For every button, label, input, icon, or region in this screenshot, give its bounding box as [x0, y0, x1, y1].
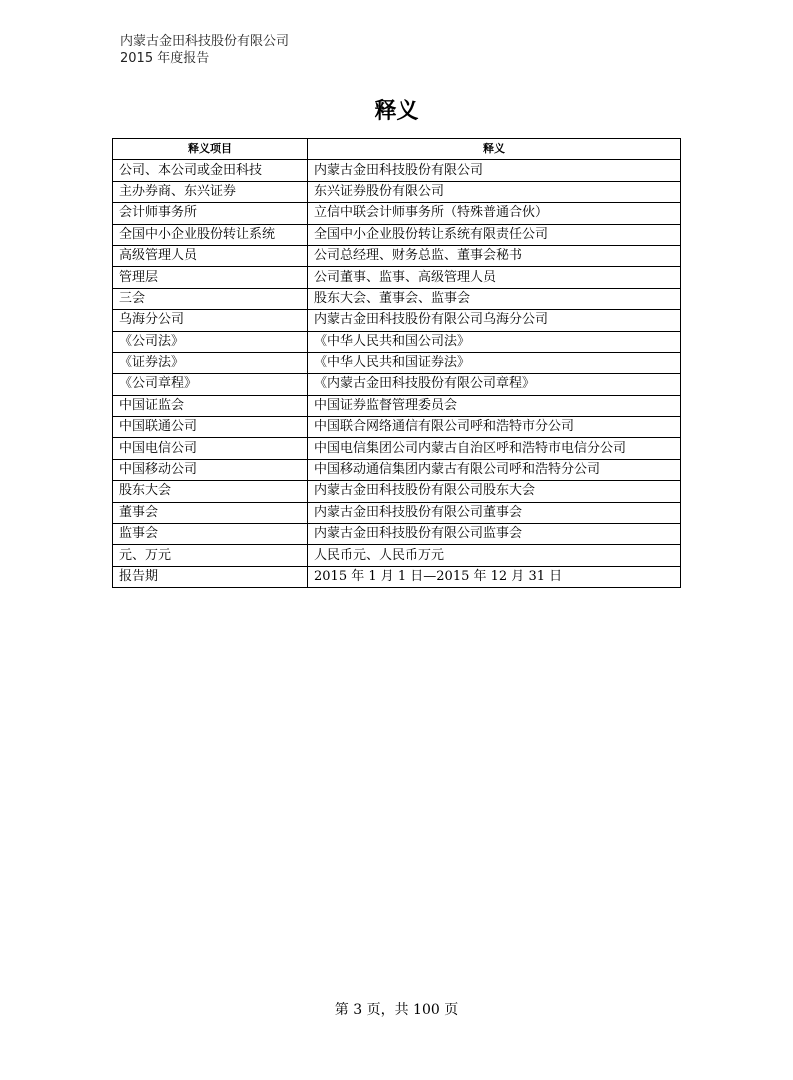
term-cell: 中国移动公司	[113, 459, 308, 480]
table-row	[113, 417, 681, 438]
table-row	[113, 224, 681, 245]
table-row	[113, 481, 681, 502]
column-header-definition: 释义	[308, 139, 681, 160]
definition-cell: 中国证券监督管理委员会	[308, 395, 681, 416]
definition-cell: 股东大会、董事会、监事会	[308, 288, 681, 309]
definition-cell: 《内蒙古金田科技股份有限公司章程》	[308, 374, 681, 395]
table-row	[113, 459, 681, 480]
definitions-table	[112, 138, 681, 588]
term-cell: 高级管理人员	[113, 245, 308, 266]
definition-cell: 人民币元、人民币万元	[308, 545, 681, 566]
table-row	[113, 181, 681, 202]
definition-cell: 《中华人民共和国证券法》	[308, 352, 681, 373]
definition-cell: 立信中联会计师事务所（特殊普通合伙）	[308, 203, 681, 224]
term-cell: 董事会	[113, 502, 308, 523]
term-cell: 乌海分公司	[113, 310, 308, 331]
definition-cell: 内蒙古金田科技股份有限公司股东大会	[308, 481, 681, 502]
table-row	[113, 203, 681, 224]
table-row	[113, 245, 681, 266]
header-report: 2015 年度报告	[120, 51, 210, 66]
definition-cell: 内蒙古金田科技股份有限公司董事会	[308, 502, 681, 523]
term-cell: 《公司法》	[113, 331, 308, 352]
term-cell: 管理层	[113, 267, 308, 288]
term-cell: 股东大会	[113, 481, 308, 502]
term-cell: 中国电信公司	[113, 438, 308, 459]
term-cell: 元、万元	[113, 545, 308, 566]
table-row	[113, 438, 681, 459]
term-cell: 主办券商、东兴证券	[113, 181, 308, 202]
definition-cell: 全国中小企业股份转让系统有限责任公司	[308, 224, 681, 245]
term-cell: 中国联通公司	[113, 417, 308, 438]
table-row	[113, 331, 681, 352]
page-header	[120, 33, 289, 67]
table-row	[113, 267, 681, 288]
table-row	[113, 566, 681, 587]
term-cell: 报告期	[113, 566, 308, 587]
definition-cell: 东兴证券股份有限公司	[308, 181, 681, 202]
definition-cell: 公司总经理、财务总监、董事会秘书	[308, 245, 681, 266]
table-row	[113, 524, 681, 545]
table-row	[113, 374, 681, 395]
term-cell: 《证券法》	[113, 352, 308, 373]
definition-cell: 中国电信集团公司内蒙古自治区呼和浩特市电信分公司	[308, 438, 681, 459]
table-row	[113, 502, 681, 523]
definition-cell: 2015 年 1 月 1 日—2015 年 12 月 31 日	[308, 566, 681, 587]
definition-cell: 内蒙古金田科技股份有限公司	[308, 160, 681, 181]
page-title: 释义	[374, 99, 419, 124]
term-cell: 公司、本公司或金田科技	[113, 160, 308, 181]
table-header-row	[113, 139, 681, 160]
term-cell: 中国证监会	[113, 395, 308, 416]
column-header-term: 释义项目	[113, 139, 308, 160]
table-row	[113, 395, 681, 416]
term-cell: 全国中小企业股份转让系统	[113, 224, 308, 245]
header-company: 内蒙古金田科技股份有限公司	[120, 34, 290, 49]
table-row	[113, 310, 681, 331]
term-cell: 会计师事务所	[113, 203, 308, 224]
definition-cell: 中国联合网络通信有限公司呼和浩特市分公司	[308, 417, 681, 438]
table-row	[113, 545, 681, 566]
definition-cell: 内蒙古金田科技股份有限公司监事会	[308, 524, 681, 545]
definition-cell: 《中华人民共和国公司法》	[308, 331, 681, 352]
definition-cell: 中国移动通信集团内蒙古有限公司呼和浩特分公司	[308, 459, 681, 480]
term-cell: 三会	[113, 288, 308, 309]
term-cell: 监事会	[113, 524, 308, 545]
page-footer: 第 3 页，共 100 页	[334, 1002, 459, 1018]
table-row	[113, 352, 681, 373]
table-row	[113, 288, 681, 309]
table-row	[113, 160, 681, 181]
definition-cell: 公司董事、监事、高级管理人员	[308, 267, 681, 288]
term-cell: 《公司章程》	[113, 374, 308, 395]
definition-cell: 内蒙古金田科技股份有限公司乌海分公司	[308, 310, 681, 331]
